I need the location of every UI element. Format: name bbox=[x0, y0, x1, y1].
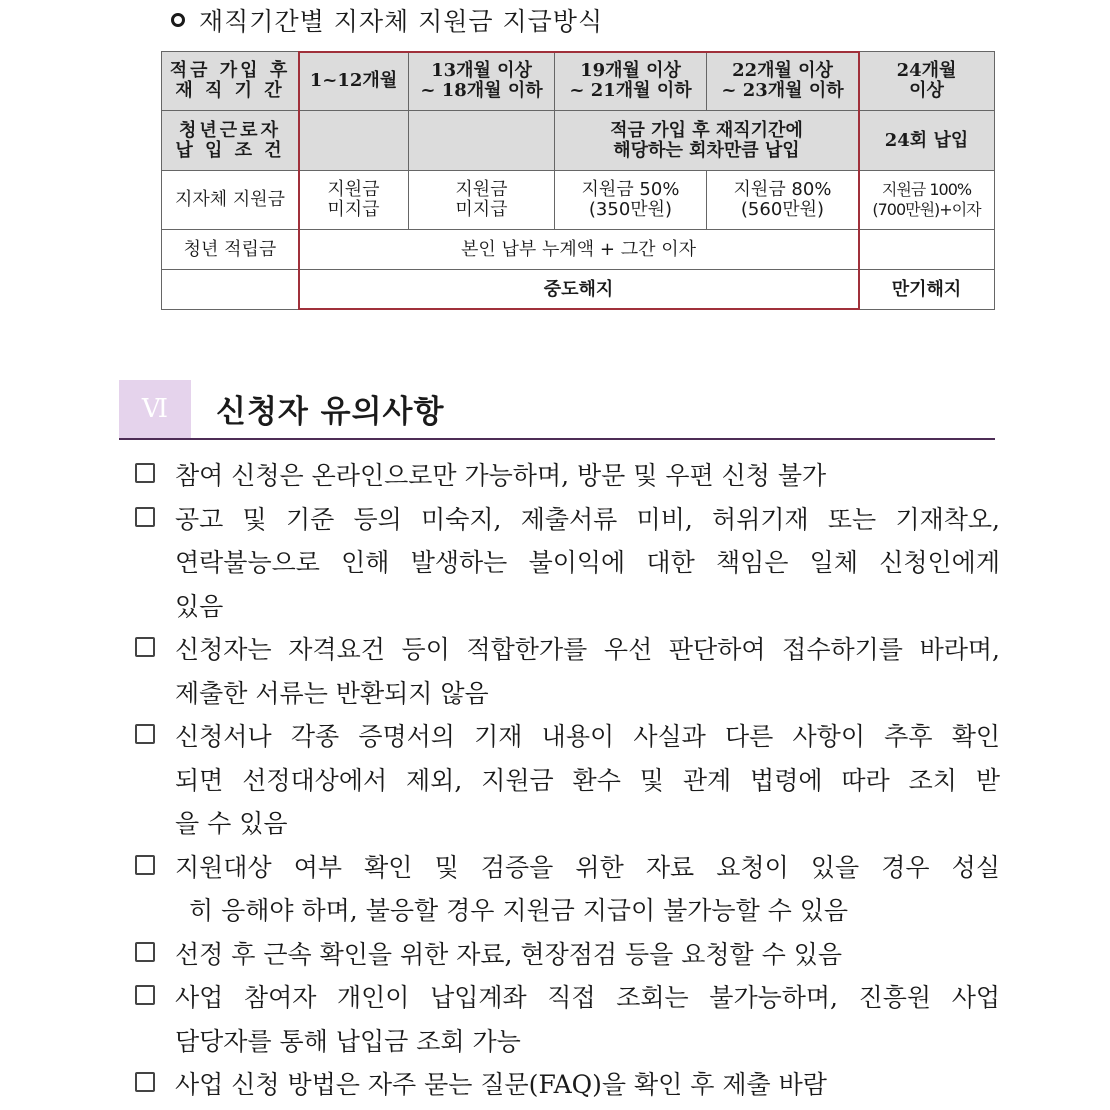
subtitle-text: 재직기간별 지자체 지원금 지급방식 bbox=[199, 7, 604, 36]
list-item-line: 제출한 서류는 반환되지 않음 bbox=[175, 678, 489, 708]
table-cell bbox=[859, 171, 995, 230]
checkbox-bullet-icon bbox=[135, 855, 155, 875]
list-item bbox=[135, 846, 1000, 933]
section-header bbox=[119, 380, 995, 440]
payment-schedule-table bbox=[161, 51, 995, 310]
subtitle bbox=[171, 2, 603, 38]
list-item-line: 사업 참여자 개인이 납입계좌 직접 조회는 불가능하며, 진흥원 사업 bbox=[175, 983, 1000, 1012]
cell-line: 지원금 80% bbox=[733, 179, 832, 200]
cell-line: 청년근로자 bbox=[179, 119, 281, 141]
list-item bbox=[135, 715, 1000, 846]
table-cell bbox=[299, 171, 409, 230]
table-cell-empty bbox=[409, 111, 555, 171]
cell-line: 지자체 지원금 bbox=[174, 189, 286, 210]
checkbox-bullet-icon bbox=[135, 463, 155, 483]
list-item bbox=[135, 454, 1000, 498]
cell-line: 지원금 100% bbox=[881, 180, 972, 199]
list-item-line: 연락불능으로 인해 발생하는 불이익에 대한 책임은 일체 신청인에게 bbox=[175, 548, 1000, 577]
cell-line: 적금 가입 후 재직기간에 bbox=[610, 119, 803, 141]
table-header-cell bbox=[555, 52, 707, 111]
table-row bbox=[162, 270, 995, 310]
checkbox-bullet-icon bbox=[135, 637, 155, 657]
checkbox-bullet-icon bbox=[135, 985, 155, 1005]
checkbox-bullet-icon bbox=[135, 1072, 155, 1092]
table-row-label bbox=[162, 171, 299, 230]
cell-line: 재 직 기 간 bbox=[175, 80, 285, 101]
notes-list bbox=[135, 454, 1000, 1107]
list-item-line: 선정 후 근속 확인을 위한 자료, 현장점검 등을 요청할 수 있음 bbox=[175, 939, 843, 969]
cell-line: (700만원)+이자 bbox=[872, 200, 981, 219]
table-row-label bbox=[162, 230, 299, 270]
list-item-line: 되면 선정대상에서 제외, 지원금 환수 및 관계 법령에 따라 조치 받 bbox=[175, 765, 1000, 795]
list-item-line: 사업 신청 방법은 자주 묻는 질문(FAQ)을 확인 후 제출 바람 bbox=[175, 1070, 827, 1099]
table-cell bbox=[409, 171, 555, 230]
table-cell bbox=[707, 171, 859, 230]
list-item-line: 신청자는 자격요건 등이 적합한가를 우선 판단하여 접수하기를 바라며, bbox=[175, 635, 1000, 664]
cell-line: 청년 적립금 bbox=[183, 238, 277, 260]
list-item bbox=[135, 498, 1000, 629]
list-item-line: 담당자를 통해 납입금 조회 가능 bbox=[175, 1026, 521, 1056]
cell-line: 13개월 이상 bbox=[431, 60, 532, 81]
table-cell-empty bbox=[299, 111, 409, 171]
table-cell bbox=[859, 270, 995, 310]
table-header-cell bbox=[162, 52, 299, 111]
cell-line: 22개월 이상 bbox=[732, 60, 833, 81]
cell-line: 적금 가입 후 bbox=[169, 60, 291, 81]
list-item-line: 참여 신청은 온라인으로만 가능하며, 방문 및 우편 신청 불가 bbox=[175, 461, 827, 490]
cell-line: 중도해지 bbox=[543, 278, 614, 300]
table-cell bbox=[299, 270, 859, 310]
checkbox-bullet-icon bbox=[135, 942, 155, 962]
checkbox-bullet-icon bbox=[135, 507, 155, 527]
cell-line: 지원금 bbox=[455, 179, 508, 200]
cell-line: (350만원) bbox=[588, 199, 673, 220]
list-item-line: 히 응해야 하며, 불응할 경우 지원금 지급이 불가능할 수 있음 bbox=[189, 896, 849, 925]
table-row bbox=[162, 52, 995, 111]
cell-line: 지원금 bbox=[327, 179, 380, 200]
cell-line: 해당하는 회차만큼 납입 bbox=[613, 139, 800, 161]
table-header-cell bbox=[859, 52, 995, 111]
table-header-cell bbox=[859, 111, 995, 171]
table-header-cell bbox=[162, 111, 299, 171]
cell-line: 24회 납입 bbox=[884, 129, 969, 151]
cell-line: 본인 납부 누계액 + 그간 이자 bbox=[461, 238, 696, 260]
cell-line: 19개월 이상 bbox=[580, 60, 681, 81]
table-header-cell bbox=[299, 52, 409, 111]
table-row bbox=[162, 111, 995, 171]
table-header-cell bbox=[555, 111, 859, 171]
list-item-line: 있음 bbox=[175, 591, 224, 621]
circle-bullet-icon bbox=[171, 13, 185, 27]
table-row bbox=[162, 171, 995, 230]
table-cell-empty bbox=[162, 270, 299, 310]
cell-line: 이상 bbox=[909, 80, 944, 101]
table-cell bbox=[555, 171, 707, 230]
cell-line: 24개월 bbox=[896, 60, 957, 81]
cell-line: 1~12개월 bbox=[309, 70, 398, 91]
list-item bbox=[135, 1063, 1000, 1107]
table-row bbox=[162, 230, 995, 270]
list-item bbox=[135, 933, 1000, 977]
cell-line: 미지급 bbox=[327, 199, 380, 220]
list-item bbox=[135, 628, 1000, 715]
cell-line: (560만원) bbox=[740, 199, 825, 220]
checkbox-bullet-icon bbox=[135, 724, 155, 744]
table-cell-empty bbox=[859, 230, 995, 270]
cell-line: 만기해지 bbox=[891, 278, 962, 300]
table-header-cell bbox=[707, 52, 859, 111]
cell-line: ~ 23개월 이하 bbox=[721, 80, 844, 101]
table-cell bbox=[299, 230, 859, 270]
cell-line: 지원금 50% bbox=[581, 179, 680, 200]
cell-line: 미지급 bbox=[455, 199, 508, 220]
section-number-badge: Ⅵ bbox=[119, 380, 191, 438]
cell-line: ~ 18개월 이하 bbox=[420, 80, 543, 101]
cell-line: ~ 21개월 이하 bbox=[569, 80, 692, 101]
section-title: 신청자 유의사항 bbox=[216, 394, 445, 430]
list-item-line: 신청서나 각종 증명서의 기재 내용이 사실과 다른 사항이 추후 확인 bbox=[175, 722, 1000, 751]
list-item-line: 지원대상 여부 확인 및 검증을 위한 자료 요청이 있을 경우 성실 bbox=[175, 852, 1000, 882]
list-item-line: 을 수 있음 bbox=[175, 809, 288, 838]
list-item-line: 공고 및 기준 등의 미숙지, 제출서류 미비, 허위기재 또는 기재착오, bbox=[175, 504, 1000, 534]
list-item bbox=[135, 976, 1000, 1063]
table-header-cell bbox=[409, 52, 555, 111]
section-divider bbox=[119, 438, 995, 440]
cell-line: 납 입 조 건 bbox=[175, 139, 285, 161]
